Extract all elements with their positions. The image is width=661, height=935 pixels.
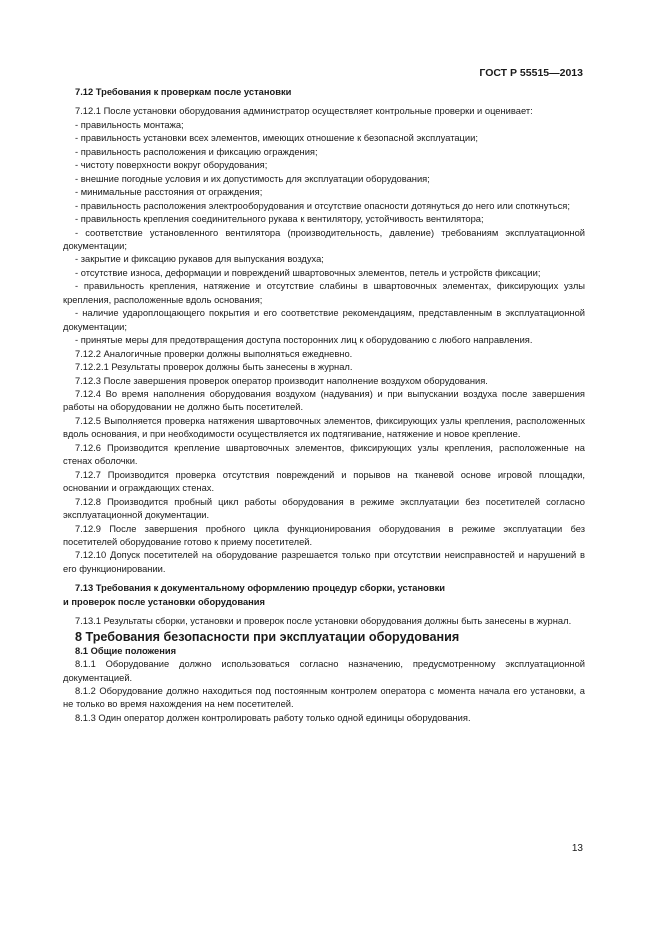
paragraph: 8.1.2 Оборудование должно находиться под постоянным контролем оператора с момента начала его установки, а не только во время нахождения на нем посетителей. [63, 686, 585, 710]
list-item: - правильность крепления, натяжение и отсутствие слабины в швартовочных элементах, фиксирующих узлы крепления, расположенные вдоль основания; [63, 281, 585, 305]
paragraph: 7.12.2.1 Результаты проверок должны быть занесены в журнал. [75, 362, 353, 373]
list-item: - закрытие и фиксацию рукавов для выпускания воздуха; [75, 254, 324, 265]
paragraph: 7.12.5 Выполняется проверка натяжения швартовочных элементов, фиксирующих узлы крепления, расположенных вдоль основания, и при необходимости осуществляется их подтягивание, натяжение и новое крепление. [63, 415, 585, 440]
paragraph-7-12-1: 7.12.1 После установки оборудования администратор осуществляет контрольные проверки и оценивает: [75, 106, 533, 117]
list-item: - правильность расположения электрооборудования и отсутствие опасности дотянуться до него или споткнуться; [75, 200, 570, 211]
list-item: - правильность крепления соединительного рукава к вентилятору, устойчивость вентилятора; [75, 214, 484, 225]
standard-code: ГОСТ Р 55515—2013 [479, 67, 583, 79]
page-number: 13 [571, 843, 583, 854]
paragraph: 7.12.9 После завершения пробного цикла функционирования оборудования в режиме эксплуатации без посетителей оборудование готово к приему посетителей. [63, 523, 585, 547]
page-content [63, 86, 585, 725]
list-item: - правильность монтажа; [75, 119, 184, 130]
list-item: - минимальные расстояния от ограждения; [75, 187, 263, 198]
paragraph: 7.12.6 Производится крепление швартовочных элементов, фиксирующих узлы крепления, расположенные на стенах оболочки. [63, 442, 585, 467]
list-item: - наличие удароплощающего покрытия и его соответствие рекомендациям, представленным в эксплуатационной документации; [63, 308, 585, 332]
list-item: - правильность расположения и фиксацию ограждения; [75, 146, 318, 157]
paragraph: 7.12.2 Аналогичные проверки должны выполняться ежедневно. [75, 348, 353, 359]
paragraph: 8.1.1 Оборудование должно использоваться согласно назначению, предусмотренному эксплуатационной документацией. [63, 659, 585, 683]
list-item: - принятые меры для предотвращения доступа посторонних лиц к оборудованию с любого направления. [75, 335, 533, 346]
paragraph: 7.12.7 Производится проверка отсутствия повреждений и порывов на тканевой основе игровой площадки, основании и ограждающих стенах. [63, 469, 585, 494]
paragraph: 7.12.4 Во время наполнения оборудования воздухом (надувания) и при выпускании воздуха после завершения работы на оборудовании не должно быть посетителей. [63, 388, 585, 413]
section-7-13-title: 7.13 Требования к документальному оформлению процедур сборки, установки [75, 583, 445, 594]
list-item: - отсутствие износа, деформации и повреждений швартовочных элементов, петель и устройств фиксации; [75, 267, 541, 278]
section-8-1-title: 8.1 Общие положения [75, 645, 177, 656]
paragraph-7-13-1: 7.13.1 Результаты сборки, установки и проверок после установки оборудования должны быть занесены в журнал. [75, 616, 572, 627]
section-7-12-title: 7.12 Требования к проверкам после установки [75, 87, 292, 97]
paragraph: 8.1.3 Один оператор должен контролировать работу только одной единицы оборудования. [75, 712, 471, 723]
list-item: - внешние погодные условия и их допустимость для эксплуатации оборудования; [75, 173, 430, 184]
paragraph: 7.12.3 После завершения проверок оператор производит наполнение воздухом оборудования. [75, 375, 488, 386]
list-item: - соответствие установленного вентилятора (производительность, давление) требованиям эксплуатационной документации; [63, 227, 585, 251]
paragraph: 7.12.8 Производится пробный цикл работы оборудования в режиме эксплуатации без посетителей согласно эксплуатационной документации. [63, 496, 585, 521]
list-item: - чистоту поверхности вокруг оборудования; [75, 160, 268, 171]
section-8-title: 8 Требования безопасности при эксплуатации оборудования [75, 629, 460, 644]
paragraph: 7.12.10 Допуск посетителей на оборудование разрешается только при отсутствии неисправностей и нарушений в его функционировании. [63, 550, 585, 574]
list-item: - правильность установки всех элементов, имеющих отношение к безопасной эксплуатации; [75, 133, 478, 144]
section-7-13-title-cont: и проверок после установки оборудования [63, 596, 266, 607]
